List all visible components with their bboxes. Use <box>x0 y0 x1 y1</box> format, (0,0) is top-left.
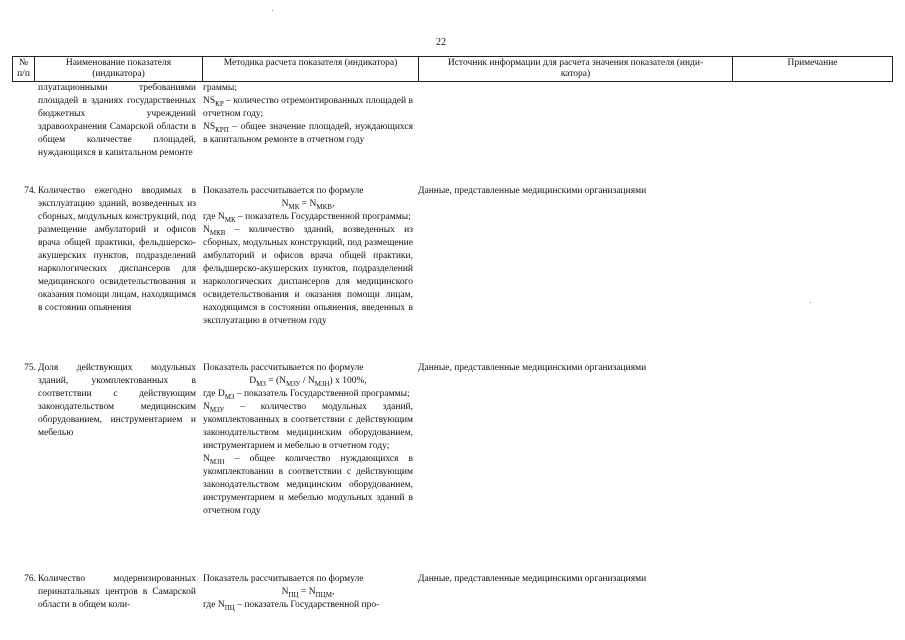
header-num: № п/п <box>13 57 35 82</box>
page-number: 22 <box>436 37 446 48</box>
row-76-source: Данные, представленные медицинскими организациями <box>418 574 647 584</box>
row-75-source: Данные, представленные медицинскими организациями <box>418 363 647 373</box>
row-74-method <box>203 185 413 328</box>
row-74-source: Данные, представленные медицинскими организациями <box>418 186 647 196</box>
cont-method-ns-krp: $NS_{КРП}$ – общее значение площадей, нуждающихся в капитальном ремонте в отчетном году <box>203 122 413 145</box>
row-74-method-definition: $N_{МКВ}$ – количество зданий, возведенных из сборных, модульных конструкций, под размещение амбулаторий и офисов врача общей практики, фельдшерско-акушерских пунктов, подразделений наркологических диспансеров для медицинского освидетельствования и оказания помощи лицам, находящимся в состоянии опьянения, введенных в эксплуатацию в отчетном году <box>203 225 413 326</box>
cont-method <box>203 82 413 147</box>
row-76-num: 76. <box>24 574 36 584</box>
row-76-formula: $N_{ПЦ} = N_{ПЦМ}$, <box>281 587 335 599</box>
row-76-method-intro: Показатель рассчитывается по формуле <box>203 574 364 584</box>
header-source: Источник информации для расчета значения показателя (инди- катора) <box>419 57 733 82</box>
row-76-method <box>203 573 413 612</box>
row-74-method-intro: Показатель рассчитывается по формуле <box>203 186 364 196</box>
cont-method-ns-kr: $NS_{КР}$ – количество отремонтированных площадей в отчетном году; <box>203 96 413 119</box>
row-76-method-where: где $N_{ПЦ}$ – показатель Государственной про- <box>203 600 380 612</box>
row-74-name: Количество ежегодно вводимых в эксплуатацию зданий, возведенных из сборных, модульных конструкций, под размещение амбулаторий и офисов врача общей практики, фельдшерско-акушерских пунктов, подразделений наркологических диспансеров для медицинского освидетельствования и оказания помощи лицам, находящимся в состоянии опьянения <box>38 186 196 313</box>
row-75-num: 75. <box>24 363 36 373</box>
row-75-method-where: где $D_{МЗ}$ – показатель Государственной программы; <box>203 389 410 401</box>
row-74-formula: $N_{МК} = N_{МКВ}$, <box>281 199 335 211</box>
scan-speck <box>272 10 273 11</box>
row-74-method-where: где $N_{МК}$ – показатель Государственной программы; <box>203 212 411 224</box>
cont-method-line1: граммы; <box>203 83 237 93</box>
header-method: Методика расчета показателя (индикатора) <box>203 57 419 82</box>
row-75-name: Доля действующих модульных зданий, укомплектованных в соответствии с действующим законодательством медицинским оборудованием, инструментарием и мебелью <box>38 363 196 438</box>
row-75-method-definition-2: $N_{МЗН}$ – общее количество нуждающихся в укомплектовании в соответствии с действующим законодательством медицинским оборудованием, инструментарием и мебелью модульных зданий в отчетном году <box>203 454 413 516</box>
header-note: Примечание <box>733 57 893 82</box>
row-75-method-definition-1: $N_{МЗУ}$ – количество модульных зданий, укомплектованных в соответствии с действующим законодательством медицинским оборудованием, инструментарием и мебелью в отчетном году; <box>203 402 413 451</box>
row-75-formula: $D_{МЗ} = (N_{МЗУ} / N_{МЗН})$ x 100%, <box>249 376 367 388</box>
row-74-num: 74. <box>24 186 36 196</box>
row-75-method <box>203 362 413 518</box>
row-76-name: Количество модернизированных перинатальных центров в Самарской области в общем коли- <box>38 574 196 610</box>
row-75-method-intro: Показатель рассчитывается по формуле <box>203 363 364 373</box>
header-name: Наименование показателя (индикатора) <box>35 57 203 82</box>
cont-name: плуатационными требованиями площадей в зданиях государственных бюджетных учреждений здравоохранения Самарской области в общем количестве площадей, нуждающихся в капитальном ремонте <box>38 83 196 158</box>
scan-speck <box>810 302 811 303</box>
table-header <box>12 56 893 82</box>
